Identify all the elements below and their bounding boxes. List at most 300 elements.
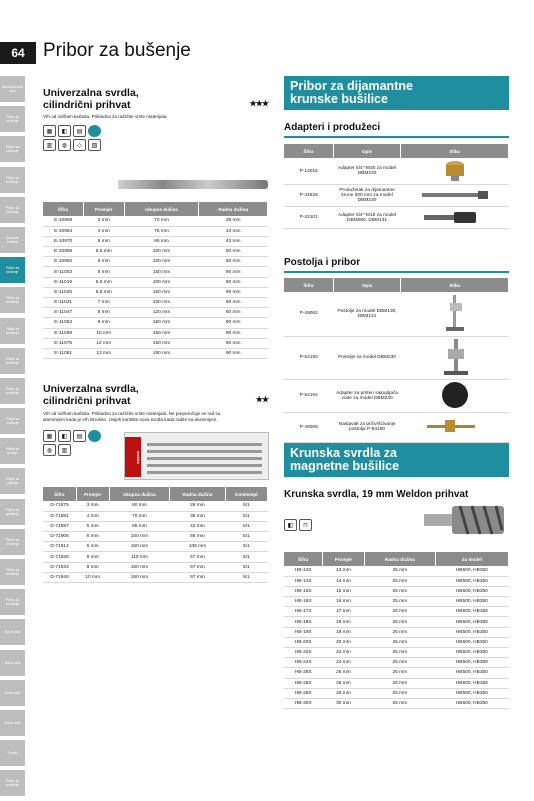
table-cell: Adapter 5/4"-M30 za model DBM230	[333, 158, 400, 185]
table-cell: 150 mm	[124, 348, 199, 358]
table-cell: 6 mm	[83, 257, 124, 267]
tile-icon: ▤	[73, 125, 86, 137]
column-header: Promjer	[76, 487, 109, 501]
table-cell: Postolje za model DBM130, DBM131	[333, 292, 400, 336]
table-cell: 10 mm	[76, 572, 109, 582]
table-cell: 25 mm	[365, 658, 436, 668]
table-cell: 13 mm	[322, 566, 364, 576]
sidebar-tab[interactable]: Pribor za brušenje	[0, 770, 25, 796]
table-cell: 30 mm	[322, 698, 364, 708]
table-cell: HB500, HB350	[435, 668, 508, 678]
table-cell: 43 mm	[199, 236, 268, 246]
stands-subtitle: Postolja i pribor	[284, 257, 361, 268]
sidebar-tab[interactable]: Ručni alati	[0, 680, 25, 706]
s2-description: Vrh od volfram karbida. Prikladna za različite vrste materijala. Ne preporučuje se rad su aluminijem kada je vrh istrošen. Uvijek koristite nova svrdla kada radite sa aluminijem.	[43, 411, 221, 422]
table-row	[43, 532, 268, 542]
rating-stars: ★★	[255, 395, 268, 404]
table-cell: 3 mm	[83, 216, 124, 226]
column-header: Šifra	[43, 202, 83, 216]
product-image	[401, 412, 509, 442]
table-cell: HB500, HB350	[435, 607, 508, 617]
table-row	[284, 637, 509, 647]
product-image	[401, 379, 509, 412]
table-cell: HB-14S	[284, 576, 322, 586]
product-image	[401, 158, 509, 185]
table-cell: 14 mm	[322, 576, 364, 586]
magnetic-drill-banner: Krunska svrdla za magnetne bušilice	[284, 443, 509, 477]
table-cell: 50 mm	[199, 257, 268, 267]
table-cell: E-11047	[43, 308, 83, 318]
table-cell: 100 mm	[124, 298, 199, 308]
sidebar-tab[interactable]: Pribor za piljenje	[0, 468, 25, 494]
table-cell: 28 mm	[322, 688, 364, 698]
table-cell: D-71934	[43, 562, 76, 572]
table-cell: 25 mm	[365, 627, 436, 637]
sidebar-tab[interactable]: Pribor za brušenje	[0, 408, 25, 434]
table-cell: Adapter 5/4"-M18 za model DBM080, DBM131	[333, 207, 400, 229]
drill-mode-icon	[88, 430, 101, 442]
table-cell: 5/1	[225, 501, 267, 511]
table-cell: HB-16S	[284, 597, 322, 607]
column-header: Komlompl	[225, 487, 267, 501]
table-cell: 7 mm	[83, 298, 124, 308]
stands-table	[284, 278, 509, 443]
table-cell: Nastavak za pričvršćivanje postolja P-54190	[333, 412, 400, 442]
table-cell: P-49008	[284, 412, 333, 442]
table-cell: P-49062	[284, 292, 333, 336]
table-row	[43, 287, 268, 297]
rating-stars: ★★★	[249, 99, 268, 108]
table-cell: 90 mm	[199, 328, 268, 338]
table-cell: 8 mm	[76, 552, 109, 562]
table-row	[284, 597, 509, 607]
plastic-icon: ◍	[58, 139, 71, 151]
column-header: Ukupna dužina	[124, 202, 199, 216]
table-cell: 17 mm	[322, 607, 364, 617]
table-cell: P-42101	[284, 207, 333, 229]
column-header: Šifra	[43, 487, 76, 501]
table-cell: HB500, HB350	[435, 648, 508, 658]
table-cell: HB500, HB350	[435, 658, 508, 668]
table-cell: 100 mm	[109, 532, 170, 542]
table-cell: E-10964	[43, 226, 83, 236]
table-row	[284, 185, 509, 207]
table-cell: 20 mm	[322, 637, 364, 647]
table-cell: 28 mm	[170, 501, 226, 511]
s1-material-icons	[43, 125, 105, 151]
table-cell: 25 mm	[365, 688, 436, 698]
metal-icon: ◧	[284, 519, 297, 531]
table-cell: 90 mm	[199, 338, 268, 348]
table-cell: 97 mm	[170, 572, 226, 582]
table-row	[43, 257, 268, 267]
table-cell: E-10958	[43, 216, 83, 226]
table-row	[284, 627, 509, 637]
stone-icon: ▧	[88, 139, 101, 151]
table-cell: 43 mm	[199, 226, 268, 236]
table-cell: P-54190	[284, 336, 333, 379]
table-cell: 5/1	[225, 552, 267, 562]
sidebar-tab[interactable]: Pribor za brušenje	[0, 318, 25, 344]
table-row	[43, 267, 268, 277]
column-header: Ukupna dužina	[109, 487, 170, 501]
table-row	[284, 292, 509, 336]
table-cell: Adapter za prsten sakupljača vode za model DBM230	[333, 379, 400, 412]
table-cell: 120 mm	[124, 308, 199, 318]
table-row	[284, 668, 509, 678]
table-cell: 25 mm	[365, 648, 436, 658]
table-cell: 18 mm	[322, 617, 364, 627]
column-header: Opis	[333, 144, 400, 158]
table-row	[284, 586, 509, 596]
table-cell: D-71881	[43, 511, 76, 521]
table-cell: 50 mm	[199, 298, 268, 308]
wood-icon: ▥	[58, 444, 71, 456]
sidebar-tab[interactable]: Krunske bušilice	[0, 227, 25, 253]
table-cell: 25 mm	[365, 566, 436, 576]
table-cell: HB-19S	[284, 627, 322, 637]
sidebar-tab[interactable]: Pribor za bušenje	[0, 136, 25, 162]
table-cell: 5/1	[225, 532, 267, 542]
sidebar-tab[interactable]: Pribor za brušenje	[0, 348, 25, 374]
table-cell: 5.5 mm	[83, 247, 124, 257]
divider	[284, 271, 509, 273]
table-cell: 25 mm	[365, 576, 436, 586]
table-cell: 70 mm	[124, 216, 199, 226]
diamond-accessories-banner: Pribor za dijamantne krunske bušilice	[284, 76, 509, 110]
table-cell: E-11053	[43, 318, 83, 328]
table-cell: 100 mm	[124, 247, 199, 257]
drill-mode-icon	[88, 125, 101, 137]
column-header: Za model	[435, 552, 508, 566]
table-cell: 150 mm	[109, 572, 170, 582]
table-row	[43, 236, 268, 246]
table-cell: 5 mm	[76, 521, 109, 531]
table-cell: Produžetak za dijamantne krune 300 mm za model DBM230	[333, 185, 400, 207]
table-row	[43, 226, 268, 236]
table-cell: HB500, HB350	[435, 678, 508, 688]
table-row	[43, 348, 268, 358]
table-cell: 150 mm	[124, 267, 199, 277]
table-cell: 25 mm	[365, 597, 436, 607]
table-cell: 8 mm	[83, 318, 124, 328]
table-cell: 12 mm	[83, 338, 124, 348]
table-cell: D-71928	[43, 552, 76, 562]
sidebar-tab[interactable]: Pribor za brušenje	[0, 559, 25, 585]
column-header: Šifra	[284, 278, 333, 292]
core-drills-subtitle: Krunska svrdla, 19 mm Weldon prihvat	[284, 489, 469, 500]
column-header: Promjer	[83, 202, 124, 216]
table-row	[284, 336, 509, 379]
sidebar-tab[interactable]: Ručni alati	[0, 619, 25, 645]
metal-icon: ◧	[58, 430, 71, 442]
table-row	[284, 617, 509, 627]
sidebar-tab[interactable]: Pribor za bušenje	[0, 197, 25, 223]
table-cell: 85 mm	[109, 521, 170, 531]
table-cell: D-71912	[43, 542, 76, 552]
table-cell: 60 mm	[199, 308, 268, 318]
glass-icon: ◇	[73, 139, 86, 151]
table-row	[284, 379, 509, 412]
table-cell: P-41626	[284, 185, 333, 207]
table-cell: E-10992	[43, 257, 83, 267]
table-cell: HB-25S	[284, 668, 322, 678]
table-cell: HB500, HB350	[435, 586, 508, 596]
table-row	[284, 678, 509, 688]
table-row	[284, 658, 509, 668]
table-row	[43, 501, 268, 511]
sidebar-tab[interactable]: Pribor za rezanje	[0, 438, 25, 464]
table-cell: 150 mm	[124, 318, 199, 328]
core-drills-table	[284, 552, 509, 709]
plastic-icon: ◍	[43, 444, 56, 456]
table-cell: 19 mm	[322, 627, 364, 637]
table-cell: D-71940	[43, 572, 76, 582]
s1-description: Vrh od volfram karbida. Prikladna za različite vrste materijala.	[43, 114, 168, 119]
table-cell: 5 mm	[83, 236, 124, 246]
metal-icon: ◧	[58, 125, 71, 137]
table-cell: 5/1	[225, 521, 267, 531]
table-row	[43, 318, 268, 328]
table-row	[43, 572, 268, 582]
table-cell: 25 mm	[365, 668, 436, 678]
sidebar-tab[interactable]: Pribor za bušenje	[0, 167, 25, 193]
table-cell: 5/1	[225, 542, 267, 552]
table-cell: 6.5 mm	[83, 277, 124, 287]
table-cell: HB-26S	[284, 678, 322, 688]
table-cell: 90 mm	[199, 267, 268, 277]
weldon-shank-icon: ⊓	[299, 519, 312, 531]
drill-bit-image	[118, 180, 268, 189]
table-row	[284, 158, 509, 185]
divider	[284, 136, 509, 138]
wood-icon: ▥	[43, 139, 56, 151]
table-cell: 90 mm	[199, 318, 268, 328]
table-cell: 85 mm	[124, 236, 199, 246]
adapters-table	[284, 144, 509, 229]
table-cell: D-71875	[43, 501, 76, 511]
table-cell: 100 mm	[124, 277, 199, 287]
table-row	[284, 607, 509, 617]
s2-material-icons	[43, 430, 105, 456]
column-header: Slika	[401, 278, 509, 292]
table-row	[284, 688, 509, 698]
table-cell: 90 mm	[199, 287, 268, 297]
masonry-icon: ▦	[43, 430, 56, 442]
table-cell: 25 mm	[322, 668, 364, 678]
table-cell: 4 mm	[76, 511, 109, 521]
table-cell: 90 mm	[199, 348, 268, 358]
s2-table	[43, 487, 268, 583]
table-cell: 6 mm	[83, 267, 124, 277]
table-cell: HB500, HB350	[435, 617, 508, 627]
table-row	[43, 216, 268, 226]
table-cell: Postolje za model DBM230	[333, 336, 400, 379]
s1-table	[43, 202, 268, 359]
table-row	[43, 298, 268, 308]
table-cell: 150 mm	[124, 328, 199, 338]
table-cell: HB-13S	[284, 566, 322, 576]
s1-title: Univerzalna svrdla, cilindrični prihvat	[43, 87, 139, 111]
table-cell: 108 mm	[170, 542, 226, 552]
table-cell: 150 mm	[109, 542, 170, 552]
table-cell: D-71897	[43, 521, 76, 531]
table-cell: E-10970	[43, 236, 83, 246]
table-cell: 57 mm	[170, 552, 226, 562]
table-row	[43, 328, 268, 338]
table-row	[43, 247, 268, 257]
table-cell: E-11003	[43, 267, 83, 277]
table-cell: HB500, HB350	[435, 688, 508, 698]
table-cell: 26 mm	[322, 678, 364, 688]
table-cell: 6 mm	[76, 542, 109, 552]
sidebar-tabs	[0, 76, 25, 801]
table-cell: E-11019	[43, 277, 83, 287]
drill-set-image	[124, 432, 269, 480]
table-cell: HB500, HB350	[435, 637, 508, 647]
column-header: Slika	[401, 144, 509, 158]
table-cell: 38 mm	[199, 216, 268, 226]
table-cell: 50 mm	[199, 247, 268, 257]
product-image	[401, 292, 509, 336]
sidebar-tab[interactable]: Pribor za glodanje	[0, 499, 25, 525]
table-cell: 25 mm	[365, 637, 436, 647]
table-row	[284, 576, 509, 586]
table-row	[43, 338, 268, 348]
s2-title: Univerzalna svrdla, cilindrični prihvat	[43, 383, 139, 407]
table-row	[284, 648, 509, 658]
table-cell: E-11025	[43, 287, 83, 297]
core-drill-image	[422, 500, 507, 540]
sidebar-tab[interactable]: Ostalo	[0, 740, 25, 766]
table-cell: 6.5 mm	[83, 287, 124, 297]
table-cell: 5/1	[225, 511, 267, 521]
sidebar-tab[interactable]: Pribor za brušenje	[0, 287, 25, 313]
table-cell: 4 mm	[83, 226, 124, 236]
table-row	[43, 562, 268, 572]
table-cell: 43 mm	[170, 521, 226, 531]
table-cell: 60 mm	[109, 501, 170, 511]
sidebar-tab[interactable]: Pribor za bušenje	[0, 106, 25, 132]
table-cell: 8 mm	[76, 562, 109, 572]
table-cell: 25 mm	[365, 586, 436, 596]
table-cell: HB-15S	[284, 586, 322, 596]
table-cell: E-11075	[43, 338, 83, 348]
table-cell: 150 mm	[124, 287, 199, 297]
core-drill-icons	[284, 519, 324, 531]
table-cell: E-10986	[43, 247, 83, 257]
table-cell: 8 mm	[83, 308, 124, 318]
table-cell: 150 mm	[109, 562, 170, 572]
adapters-subtitle: Adapteri i produžeci	[284, 122, 381, 133]
table-cell: 100 mm	[124, 257, 199, 267]
table-cell: HB-24S	[284, 658, 322, 668]
table-cell: 13 mm	[83, 348, 124, 358]
table-cell: 25 mm	[365, 607, 436, 617]
table-cell: HB-22S	[284, 648, 322, 658]
table-cell: 50 mm	[199, 277, 268, 287]
column-header: Radna dužina	[170, 487, 226, 501]
sidebar-tab[interactable]: Pribor za brušenje	[0, 529, 25, 555]
masonry-icon: ▦	[43, 125, 56, 137]
table-cell: HB-18S	[284, 617, 322, 627]
table-cell: P-14015	[284, 158, 333, 185]
sidebar-tab[interactable]: Pribor za brušenje	[0, 378, 25, 404]
table-cell: E-11069	[43, 328, 83, 338]
table-cell: 25 mm	[365, 698, 436, 708]
table-cell: 16 mm	[322, 597, 364, 607]
table-row	[284, 698, 509, 708]
table-cell: P-54184	[284, 379, 333, 412]
table-cell: 3 mm	[76, 501, 109, 511]
table-cell: 6 mm	[76, 532, 109, 542]
tile-icon: ▤	[73, 430, 86, 442]
column-header: Radna dužina	[199, 202, 268, 216]
sidebar-tab[interactable]: Pribor za brušenje	[0, 589, 25, 615]
table-cell: 15 mm	[322, 586, 364, 596]
table-cell: 5/1	[225, 572, 267, 582]
table-cell: 70 mm	[109, 511, 170, 521]
table-cell: 25 mm	[365, 678, 436, 688]
column-header: Opis	[333, 278, 400, 292]
product-image	[401, 336, 509, 379]
product-image	[401, 207, 509, 229]
column-header: Promjer	[322, 552, 364, 566]
table-cell: 24 mm	[322, 658, 364, 668]
table-cell: HB500, HB350	[435, 597, 508, 607]
table-cell: 58 mm	[170, 532, 226, 542]
column-header: Radna dužina	[365, 552, 436, 566]
table-row	[43, 277, 268, 287]
table-cell: 75 mm	[124, 226, 199, 236]
table-row	[43, 552, 268, 562]
sidebar-tab[interactable]: Akumulatorski alati	[0, 76, 25, 102]
table-cell: 110 mm	[109, 552, 170, 562]
table-cell: HB-30S	[284, 698, 322, 708]
column-header: Šifra	[284, 552, 322, 566]
table-row	[43, 542, 268, 552]
sidebar-tab[interactable]: Pribor za bušenje	[0, 257, 25, 283]
page-number: 64	[0, 42, 36, 64]
column-header: Šifra	[284, 144, 333, 158]
table-cell: HB-20S	[284, 637, 322, 647]
table-cell: D-71906	[43, 532, 76, 542]
makita-logo: makita	[125, 437, 141, 477]
table-row	[284, 566, 509, 576]
table-row	[43, 308, 268, 318]
page-title: Pribor za bušenje	[43, 40, 191, 61]
table-cell: 35 mm	[170, 511, 226, 521]
product-image	[401, 185, 509, 207]
table-cell: HB500, HB350	[435, 627, 508, 637]
table-cell: HB500, HB350	[435, 576, 508, 586]
table-cell: HB500, HB350	[435, 698, 508, 708]
table-cell: 150 mm	[124, 338, 199, 348]
table-cell: E-11081	[43, 348, 83, 358]
sidebar-tab[interactable]: Ručni alati	[0, 650, 25, 676]
table-cell: 5/1	[225, 562, 267, 572]
table-row	[284, 207, 509, 229]
table-cell: HB500, HB350	[435, 566, 508, 576]
table-cell: 25 mm	[365, 617, 436, 627]
table-cell: 97 mm	[170, 562, 226, 572]
table-cell: HB-28S	[284, 688, 322, 698]
table-cell: E-11031	[43, 298, 83, 308]
table-row	[43, 521, 268, 531]
table-row	[284, 412, 509, 442]
sidebar-tab[interactable]: Ručni alati	[0, 710, 25, 736]
table-cell: 10 mm	[83, 328, 124, 338]
